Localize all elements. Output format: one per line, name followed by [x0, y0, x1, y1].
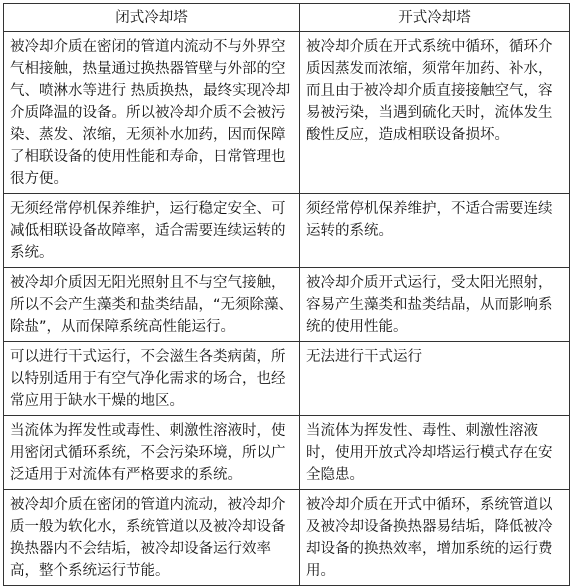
cell-open: 被冷却介质开式运行，受太阳光照射，容易产生藻类和盐类结晶，从而影响系统的使用性能。	[300, 268, 570, 342]
table-row	[4, 268, 570, 342]
table-row	[4, 342, 570, 416]
cell-closed: 可以进行干式运行，不会滋生各类病菌，所以特别适用于有空气净化需求的场合，也经常应用于缺水干燥的地区。	[4, 342, 300, 416]
cell-closed: 被冷却介质因无阳光照射且不与空气接触，所以不会产生藻类和盐类结晶，“无须除藻、除盐”，从而保障系统高性能运行。	[4, 268, 300, 342]
cell-closed: 被冷却介质在密闭的管道内流动不与外界空气相接触，热量通过换热器管壁与外部的空气、喷淋水等进行 热质换热，最终实现冷却介质降温的设备。所以被冷却介质不会被污染、蒸发、浓缩，无须补水加药，因而保障了相联设备的使用性能和寿命，日常管理也很方便。	[4, 32, 300, 194]
cell-open: 当流体为挥发性、毒性、刺激性溶液时，使用开放式冷却塔运行模式存在安全隐患。	[300, 416, 570, 490]
cell-open: 被冷却介质在开式系统中循环，循环介质因蒸发而浓缩，须常年加药、补水，而且由于被冷却介质直接接触空气，容易被污染，当遇到硫化天时，流体发生酸性反应，造成相联设备损坏。	[300, 32, 570, 194]
cell-closed: 被冷却介质在密闭的管道内流动，被冷却介质一般为软化水，系统管道以及被冷却设备换热器内不会结垢，被冷却设备运行效率高，整个系统运行节能。	[4, 490, 300, 586]
cell-closed: 当流体为挥发性或毒性、刺激性溶液时，使用密闭式循环系统，不会污染环境，所以广泛适用于对流体有严格要求的系统。	[4, 416, 300, 490]
cell-open: 被冷却介质在开式中循环，系统管道以及被冷却设备换热器易结垢，降低被冷却设备的换热效率，增加系统的运行费用。	[300, 490, 570, 586]
header-row	[4, 4, 570, 32]
header-open-tower: 开式冷却塔	[300, 4, 570, 32]
table-row	[4, 32, 570, 194]
table-row	[4, 416, 570, 490]
cell-open: 须经常停机保养维护，不适合需要连续运转的系统。	[300, 194, 570, 268]
comparison-table	[3, 3, 570, 586]
table-row	[4, 490, 570, 586]
cell-closed: 无须经常停机保养维护，运行稳定安全、可减低相联设备故障率，适合需要连续运转的系统。	[4, 194, 300, 268]
header-closed-tower: 闭式冷却塔	[4, 4, 300, 32]
table-row	[4, 194, 570, 268]
cell-open: 无法进行干式运行	[300, 342, 570, 416]
